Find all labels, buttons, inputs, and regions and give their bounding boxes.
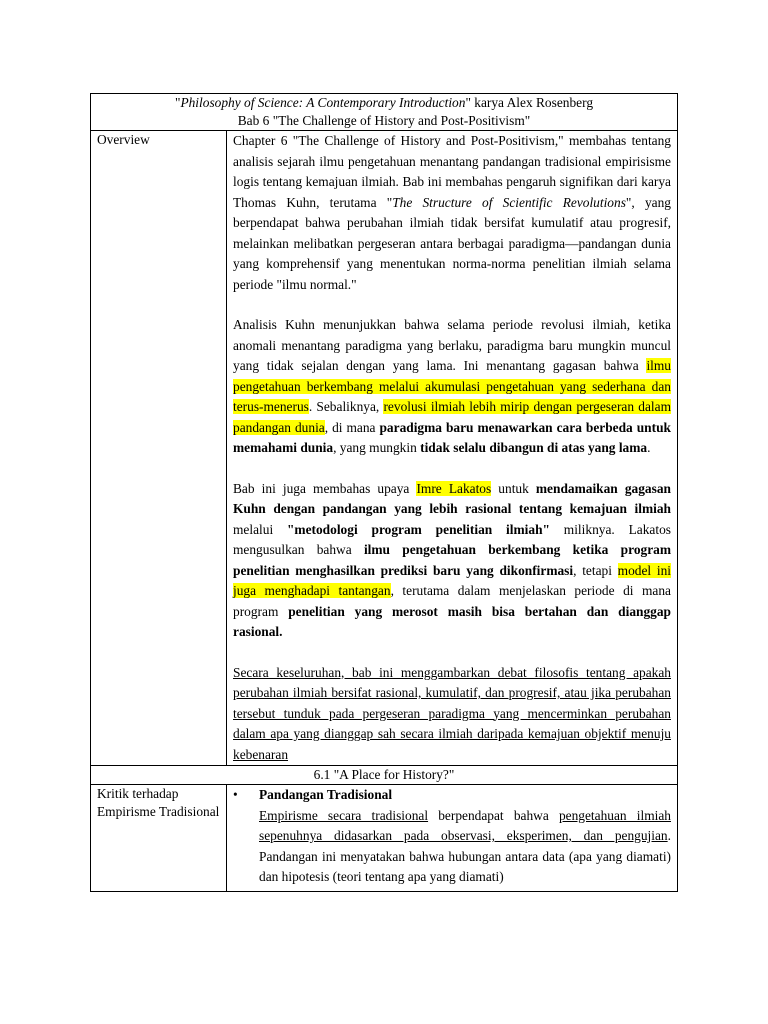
bullet-body — [259, 785, 671, 888]
critique-row — [91, 785, 678, 892]
text-run: miliknya. Lakatos mengusulkan bahwa — [233, 521, 671, 557]
text-run: Analisis Kuhn menunjukkan bahwa selama periode revolusi ilmiah, ketika anomali menantang paradigma yang berlaku, paradigma baru mungkin muncul yang tidak sejalan dengan yang lama. Ini menantang gagasan bahwa — [233, 317, 671, 373]
critique-clip — [233, 785, 671, 891]
text-run: berpendapat bahwa — [428, 807, 559, 823]
overview-paragraph-4 — [233, 663, 671, 766]
critique-label: Kritik terhadap Empirisme Tradisional — [91, 785, 227, 892]
underlined-text: Secara keseluruhan, bab ini menggambarkan debat filosofis tentang apakah perubahan ilmiah bersifat rasional, kumulatif, dan progresif, atau jika perubahan tersebut tunduk pada pergeseran paradigma yang mencerminkan perubahan dalam apa yang dianggap sah secara ilmiah daripada kemajuan objektif menuju kebenaran — [233, 664, 671, 762]
highlighted-text: model ini juga menghadapi tantangan — [233, 562, 671, 598]
overview-content — [227, 131, 678, 766]
bullet-item — [233, 785, 671, 888]
book-title: Philosophy of Science: A Contemporary Introduction — [180, 95, 466, 110]
title-line — [97, 94, 671, 112]
text-run: , yang mungkin — [333, 440, 421, 455]
bold-text: tidak selalu dibangun di atas yang lama — [420, 440, 648, 455]
text-run: Chapter 6 "The Challenge of History and Post-Positivism," membahas tentang analisis sejarah ilmu pengetahuan menantang pandangan tradisional empirisisme logis tentang kemajuan ilmiah. Bab ini membahas pengaruh signifikan dari karya Thomas Kuhn, terutama " — [233, 133, 671, 210]
text-run: untuk — [491, 480, 536, 496]
underlined-text: Empirisme secara tradisional — [259, 807, 429, 823]
text-run: melalui — [233, 521, 287, 537]
bold-text: "metodologi program penelitian ilmiah" — [287, 521, 550, 537]
paragraph-gap — [233, 295, 671, 315]
critique-content — [227, 785, 678, 892]
text-run: , di mana — [324, 419, 380, 435]
bullet-title: Pandangan Tradisional — [259, 787, 393, 802]
overview-label: Overview — [91, 131, 227, 766]
text-run: , terutama dalam menjelaskan periode di mana program — [233, 583, 671, 619]
highlighted-text: Imre Lakatos — [416, 480, 492, 496]
bold-text: penelitian yang merosot masih bisa bertahan dan dianggap rasional. — [233, 603, 672, 639]
overview-row — [91, 131, 678, 766]
overview-paragraph-2 — [233, 315, 671, 459]
title-quote: " — [174, 95, 181, 110]
section-row — [91, 766, 678, 785]
document-title — [91, 94, 678, 131]
chapter-subtitle: Bab 6 "The Challenge of History and Post-Positivism" — [237, 113, 531, 128]
text-run: . Sebaliknya, — [308, 399, 384, 414]
bold-text: mendamaikan gagasan Kuhn dengan pandangan yang lebih rasional tentang kemajuan ilmiah — [233, 480, 671, 516]
overview-paragraph-1 — [233, 131, 671, 295]
overview-paragraph-3 — [233, 479, 671, 643]
title-row — [91, 94, 678, 131]
bullet-paragraph — [259, 806, 671, 888]
text-run: . Pandangan ini menyatakan bahwa hubungan antara data (apa yang diamati) dan hipotesis (teori tentang apa yang diamati) — [259, 828, 671, 884]
section-heading: 6.1 "A Place for History?" — [91, 766, 678, 785]
paragraph-gap — [233, 459, 671, 479]
text-run: , tetapi — [573, 562, 618, 578]
bullet-icon: • — [233, 787, 238, 802]
bold-text: paradigma baru menawarkan cara berbeda untuk memahami dunia — [233, 419, 671, 455]
document-table — [90, 93, 678, 892]
text-run: ", yang berpendapat bahwa perubahan ilmiah tidak bersifat kumulatif atau progresif, melainkan melibatkan pergeseran antara berbagai paradigma—pandangan dunia yang komprehensif yang menentukan norma-norma penelitian ilmiah selama periode "ilmu normal." — [233, 194, 671, 292]
highlighted-text: revolusi ilmiah lebih mirip dengan pergeseran dalam pandangan dunia — [233, 399, 671, 435]
highlighted-text: ilmu pengetahuan berkembang melalui akumulasi pengetahuan yang sederhana dan terus-menerus — [233, 358, 671, 414]
paragraph-gap — [233, 643, 671, 663]
text-run: Bab ini juga membahas upaya — [233, 480, 417, 496]
bold-text: ilmu pengetahuan berkembang ketika program penelitian menghasilkan prediksi baru yang dikonfirmasi — [233, 542, 671, 578]
book-author: " karya Alex Rosenberg — [465, 95, 594, 110]
text-run: . — [647, 440, 651, 455]
italic-book-title: The Structure of Scientific Revolutions — [392, 194, 626, 210]
underlined-text: pengetahuan ilmiah sepenuhnya didasarkan pada observasi, eksperimen, dan pengujian — [259, 807, 671, 843]
